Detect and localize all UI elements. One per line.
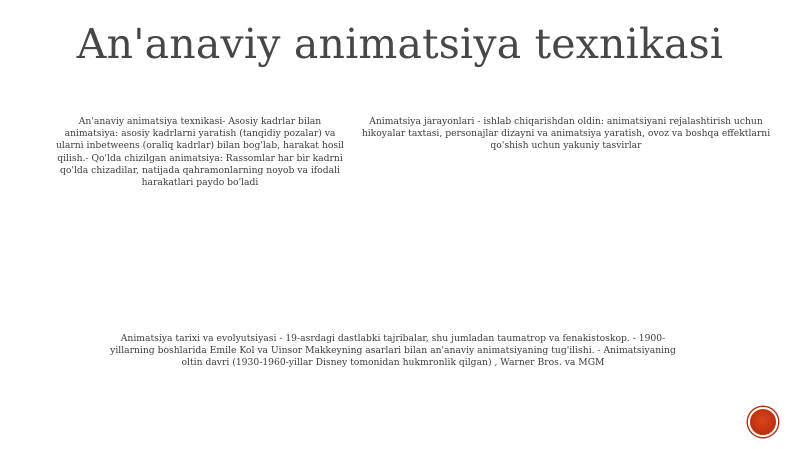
text-block-techniques: An'anaviy animatsiya texnikasi- Asosiy kadrlar bilan animatsiya: asosiy kadrlarni yaratish (tanqidiy pozalar) va ularni inbetweens (oraliq kadrlar) bilan bog'lab, harakat hosil qilish.- Qo'lda chizilgan animatsiya: Rassomlar har bir kadrni qo'lda chizadilar, natijada qahramonlarning noyob va ifodali harakatlari paydo bo'ladi [56, 116, 344, 189]
next-slide-button[interactable] [748, 407, 778, 437]
text-block-history: Animatsiya tarixi va evolyutsiyasi - 19-asrdagi dastlabki tajribalar, shu jumladan taumatrop va fenakistoskop. - 1900-yillarning boshlarida Emile Kol va Uinsor Makkeyning asarlari bilan an'anaviy animatsiyaning tug'ilishi. - Animatsiyaning oltin davri (1930-1960-yillar Disney tomonidan hukmronlik qilgan) , Warner Bros. va MGM [110, 333, 676, 369]
slide-title: An'anaviy animatsiya texnikasi [76, 20, 724, 68]
text-block-processes: Animatsiya jarayonlari - ishlab chiqarishdan oldin: animatsiyani rejalashtirish uchun hikoyalar taxtasi, personajlar dizayni va animatsiya yaratish, ovoz va boshqa effektlarni qo'shish uchun yakuniy tasvirlar [361, 116, 771, 152]
